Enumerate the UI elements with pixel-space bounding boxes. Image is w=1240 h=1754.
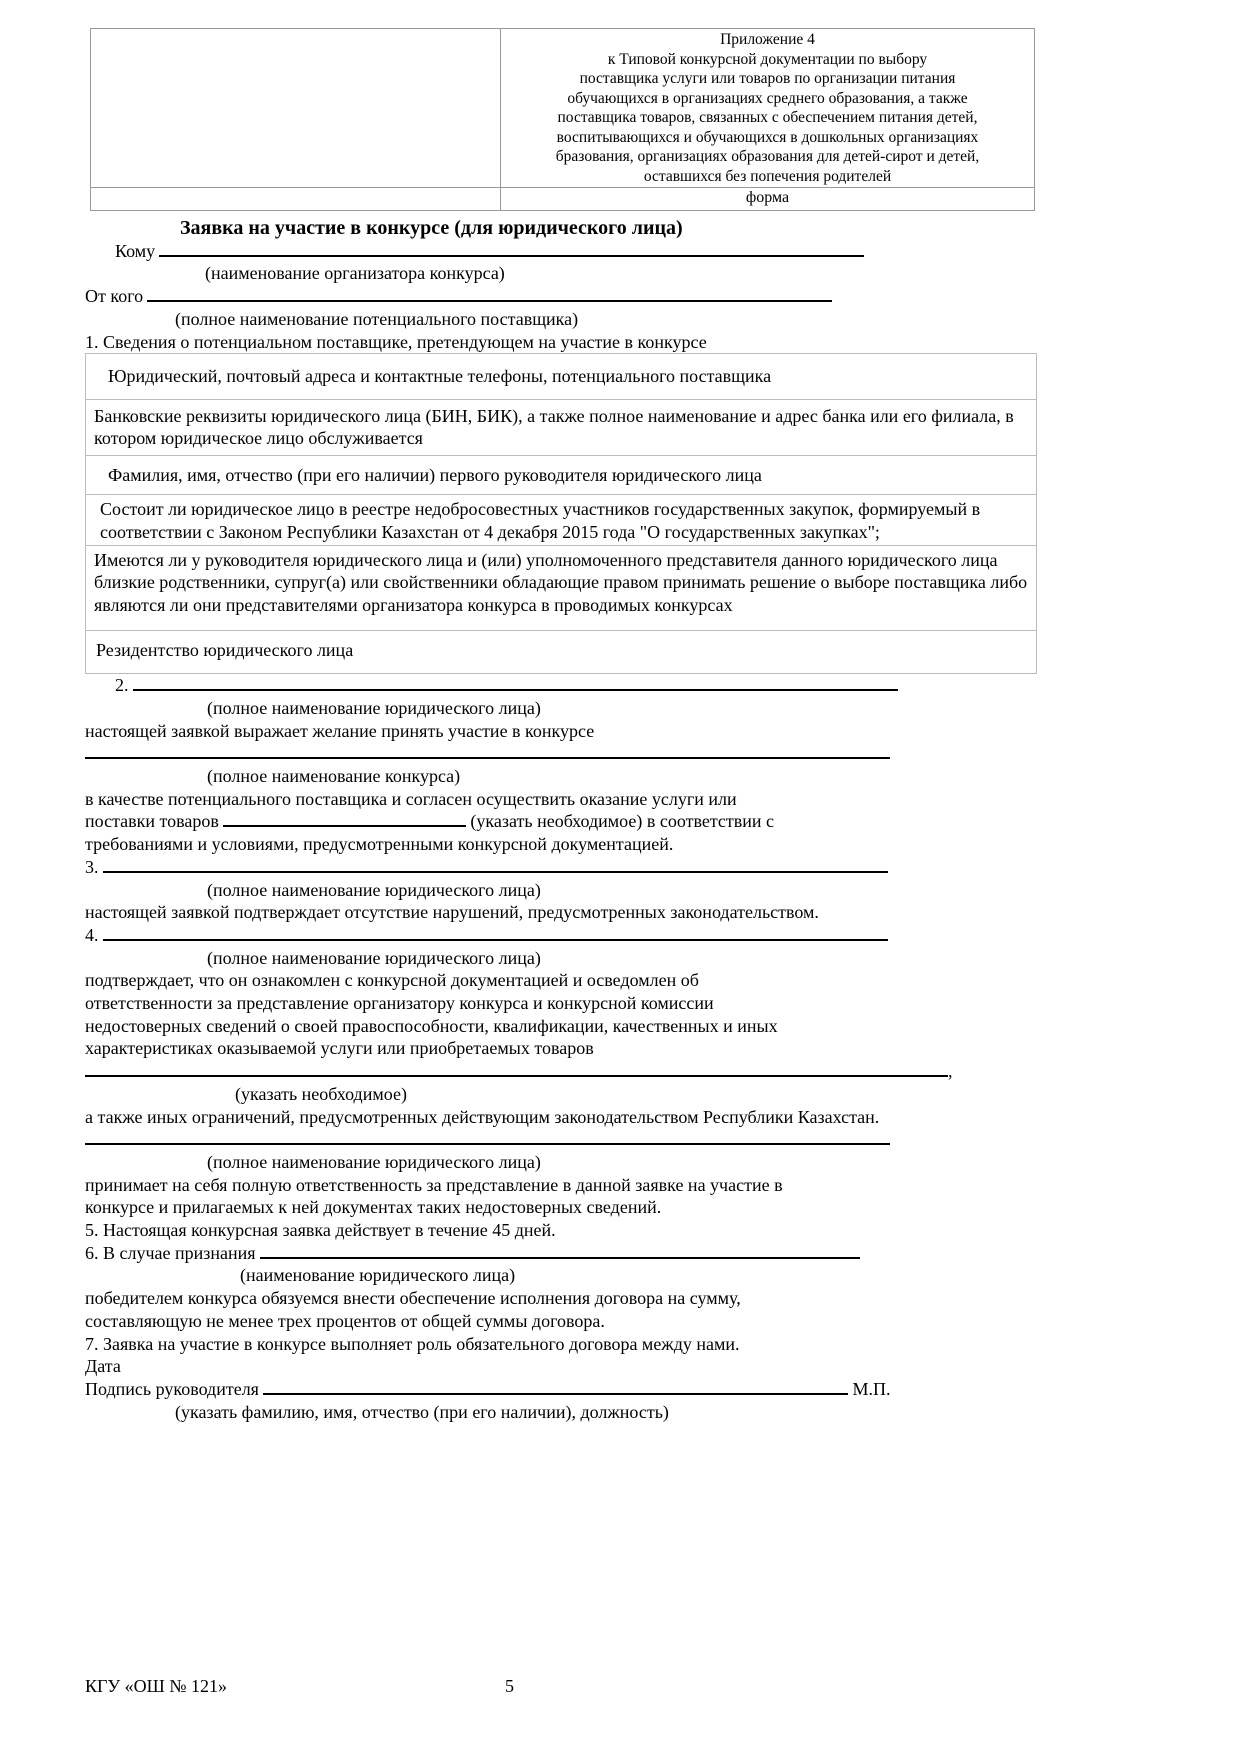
table-row xyxy=(86,456,1037,495)
to-line xyxy=(85,240,1037,263)
from-blank-line xyxy=(147,285,832,302)
item4-line xyxy=(85,924,1037,947)
entity-blank-line xyxy=(85,1128,890,1145)
entity-short-caption: (наименование юридического лица) xyxy=(240,1265,516,1286)
item5-text: 5. Настоящая конкурсная заявка действует в течение 45 дней. xyxy=(85,1220,556,1241)
table-cell: Юридический, почтовый адреса и контактные телефоны, потенциального поставщика xyxy=(86,354,1037,399)
signature-line xyxy=(85,1378,1037,1401)
item3-line xyxy=(85,856,1037,879)
from-line xyxy=(85,285,1037,308)
section1-heading: 1. Сведения о потенциальном поставщике, претендующем на участие в конкурсе xyxy=(85,331,707,352)
header-empty-cell xyxy=(91,29,501,188)
appendix-line: Приложение 4 xyxy=(720,31,815,48)
entity-blank2 xyxy=(85,1128,1037,1151)
item4-text: конкурсе и прилагаемых к ней документах таких недостоверных сведений. xyxy=(85,1197,662,1218)
form-body xyxy=(85,217,1037,1423)
table-cell: Банковские реквизиты юридического лица (БИН, БИК), а также полное наименование и адрес банка или его филиала, в котором юридическое лицо обслуживается xyxy=(86,399,1037,456)
to-label: Кому xyxy=(115,240,156,261)
comma: , xyxy=(948,1061,953,1082)
contest-blank xyxy=(85,742,1037,765)
table-row xyxy=(86,546,1037,631)
appendix-line: бразования, организациях образования для детей-сирот и детей, xyxy=(555,148,980,165)
item6-pre: 6. В случае признания xyxy=(85,1242,256,1263)
seal-label: М.П. xyxy=(852,1378,891,1399)
table-cell: Резидентство юридического лица xyxy=(86,630,1037,673)
item2-number: 2. xyxy=(115,675,129,696)
supplier-info-table xyxy=(85,353,1037,674)
entity-caption: (полное наименование юридического лица) xyxy=(207,879,541,900)
supply-post: (указать необходимое) в соответствии с xyxy=(470,811,775,832)
item4-text: ответственности за представление организатору конкурса и конкурсной комиссии xyxy=(85,993,714,1014)
table-cell: Имеются ли у руководителя юридического лица и (или) уполномоченного представителя данного юридического лица близкие родственники, супруг(а) или свойственники обладающие правом принимать решение о выборе поставщика либо являются ли они представителями организатора конкурса в проводимых конкурсах xyxy=(86,546,1037,631)
item2-text: в качестве потенциального поставщика и согласен осуществить оказание услуги или xyxy=(85,788,737,809)
entity-caption: (полное наименование юридического лица) xyxy=(207,1151,541,1172)
item6-text: победителем конкурса обязуемся внести обеспечение исполнения договора на сумму, xyxy=(85,1288,741,1309)
to-caption: (наименование организатора конкурса) xyxy=(205,263,505,284)
item3-text: настоящей заявкой подтверждает отсутствие нарушений, предусмотренных законодательством. xyxy=(85,902,819,923)
table-row xyxy=(86,354,1037,399)
appendix-line: оставшихся без попечения родителей xyxy=(643,167,892,185)
table-cell: Фамилия, имя, отчество (при его наличии) первого руководителя юридического лица xyxy=(86,456,1037,495)
specify-caption: (указать необходимое) xyxy=(235,1083,407,1104)
item6-line xyxy=(85,1242,1037,1265)
footer-organization: КГУ «ОШ № 121» xyxy=(85,1676,227,1696)
item2-text xyxy=(85,810,1037,833)
footer-page-number: 5 xyxy=(505,1676,514,1696)
item4-text: характеристиках оказываемой услуги или приобретаемых товаров xyxy=(85,1038,594,1059)
item4-text: подтверждает, что он ознакомлен с конкурсной документацией и осведомлен об xyxy=(85,970,699,991)
supply-blank-line xyxy=(223,810,466,827)
table-cell: Состоит ли юридическое лицо в реестре недобросовестных участников государственных закупок, формируемый в соответствии с Законом Республики Казахстан от 4 декабря 2015 года "О государственных закупках"; xyxy=(86,495,1037,546)
table-row xyxy=(86,399,1037,456)
item7-text: 7. Заявка на участие в конкурсе выполняет роль обязательного договора между нами. xyxy=(85,1333,740,1354)
appendix-line: к Типовой конкурсной документации по выбору xyxy=(607,50,928,68)
appendix-line: поставщика товаров, связанных с обеспечением питания детей, xyxy=(557,109,978,126)
specify-blank-line xyxy=(85,1060,948,1077)
entity-blank-line xyxy=(260,1242,860,1259)
entity-caption: (полное наименование юридического лица) xyxy=(207,697,541,718)
contest-blank-line xyxy=(85,742,890,759)
appendix-line: воспитывающихся и обучающихся в дошкольных организациях xyxy=(556,128,979,146)
form-title: Заявка на участие в конкурсе (для юридического лица) xyxy=(180,217,683,239)
appendix-line: поставщика услуги или товаров по организации питания xyxy=(579,70,956,87)
supply-pre: поставки товаров xyxy=(85,811,219,832)
appendix-cell xyxy=(501,29,1035,188)
entity-blank-line xyxy=(103,856,888,873)
item4-text: а также иных ограничений, предусмотренных действующим законодательством Республики Казахстан. xyxy=(85,1106,880,1127)
from-label: От кого xyxy=(85,286,144,307)
from-caption: (полное наименование потенциального поставщика) xyxy=(175,308,579,329)
table-row xyxy=(86,495,1037,546)
table-row xyxy=(86,630,1037,673)
forma-label: форма xyxy=(501,188,1035,211)
entity-caption: (полное наименование юридического лица) xyxy=(207,947,541,968)
item2-text: настоящей заявкой выражает желание принять участие в конкурсе xyxy=(85,720,595,741)
item4-text: принимает на себя полную ответственность за представление в данной заявке на участие в xyxy=(85,1174,783,1195)
appendix-line: обучающихся в организациях среднего образования, а также xyxy=(567,89,968,107)
to-blank-line xyxy=(159,240,864,257)
specify-blank xyxy=(85,1060,1037,1083)
item6-text: составляющую не менее трех процентов от общей суммы договора. xyxy=(85,1310,605,1331)
entity-blank-line xyxy=(103,924,888,941)
appendix-header-table xyxy=(90,28,1035,211)
entity-blank-line xyxy=(133,674,898,691)
signature-caption: (указать фамилию, имя, отчество (при его наличии), должность) xyxy=(175,1401,669,1422)
signature-blank-line xyxy=(263,1378,848,1395)
date-label: Дата xyxy=(85,1356,121,1377)
contest-caption: (полное наименование конкурса) xyxy=(207,766,461,786)
signature-label: Подпись руководителя xyxy=(85,1378,259,1399)
header-empty-cell xyxy=(91,188,501,211)
item2-line xyxy=(85,674,1037,697)
item2-text: требованиями и условиями, предусмотренными конкурсной документацией. xyxy=(85,834,674,855)
item4-text: недостоверных сведений о своей правоспособности, квалификации, качественных и иных xyxy=(85,1015,778,1036)
item4-number: 4. xyxy=(85,924,99,945)
item3-number: 3. xyxy=(85,856,99,877)
